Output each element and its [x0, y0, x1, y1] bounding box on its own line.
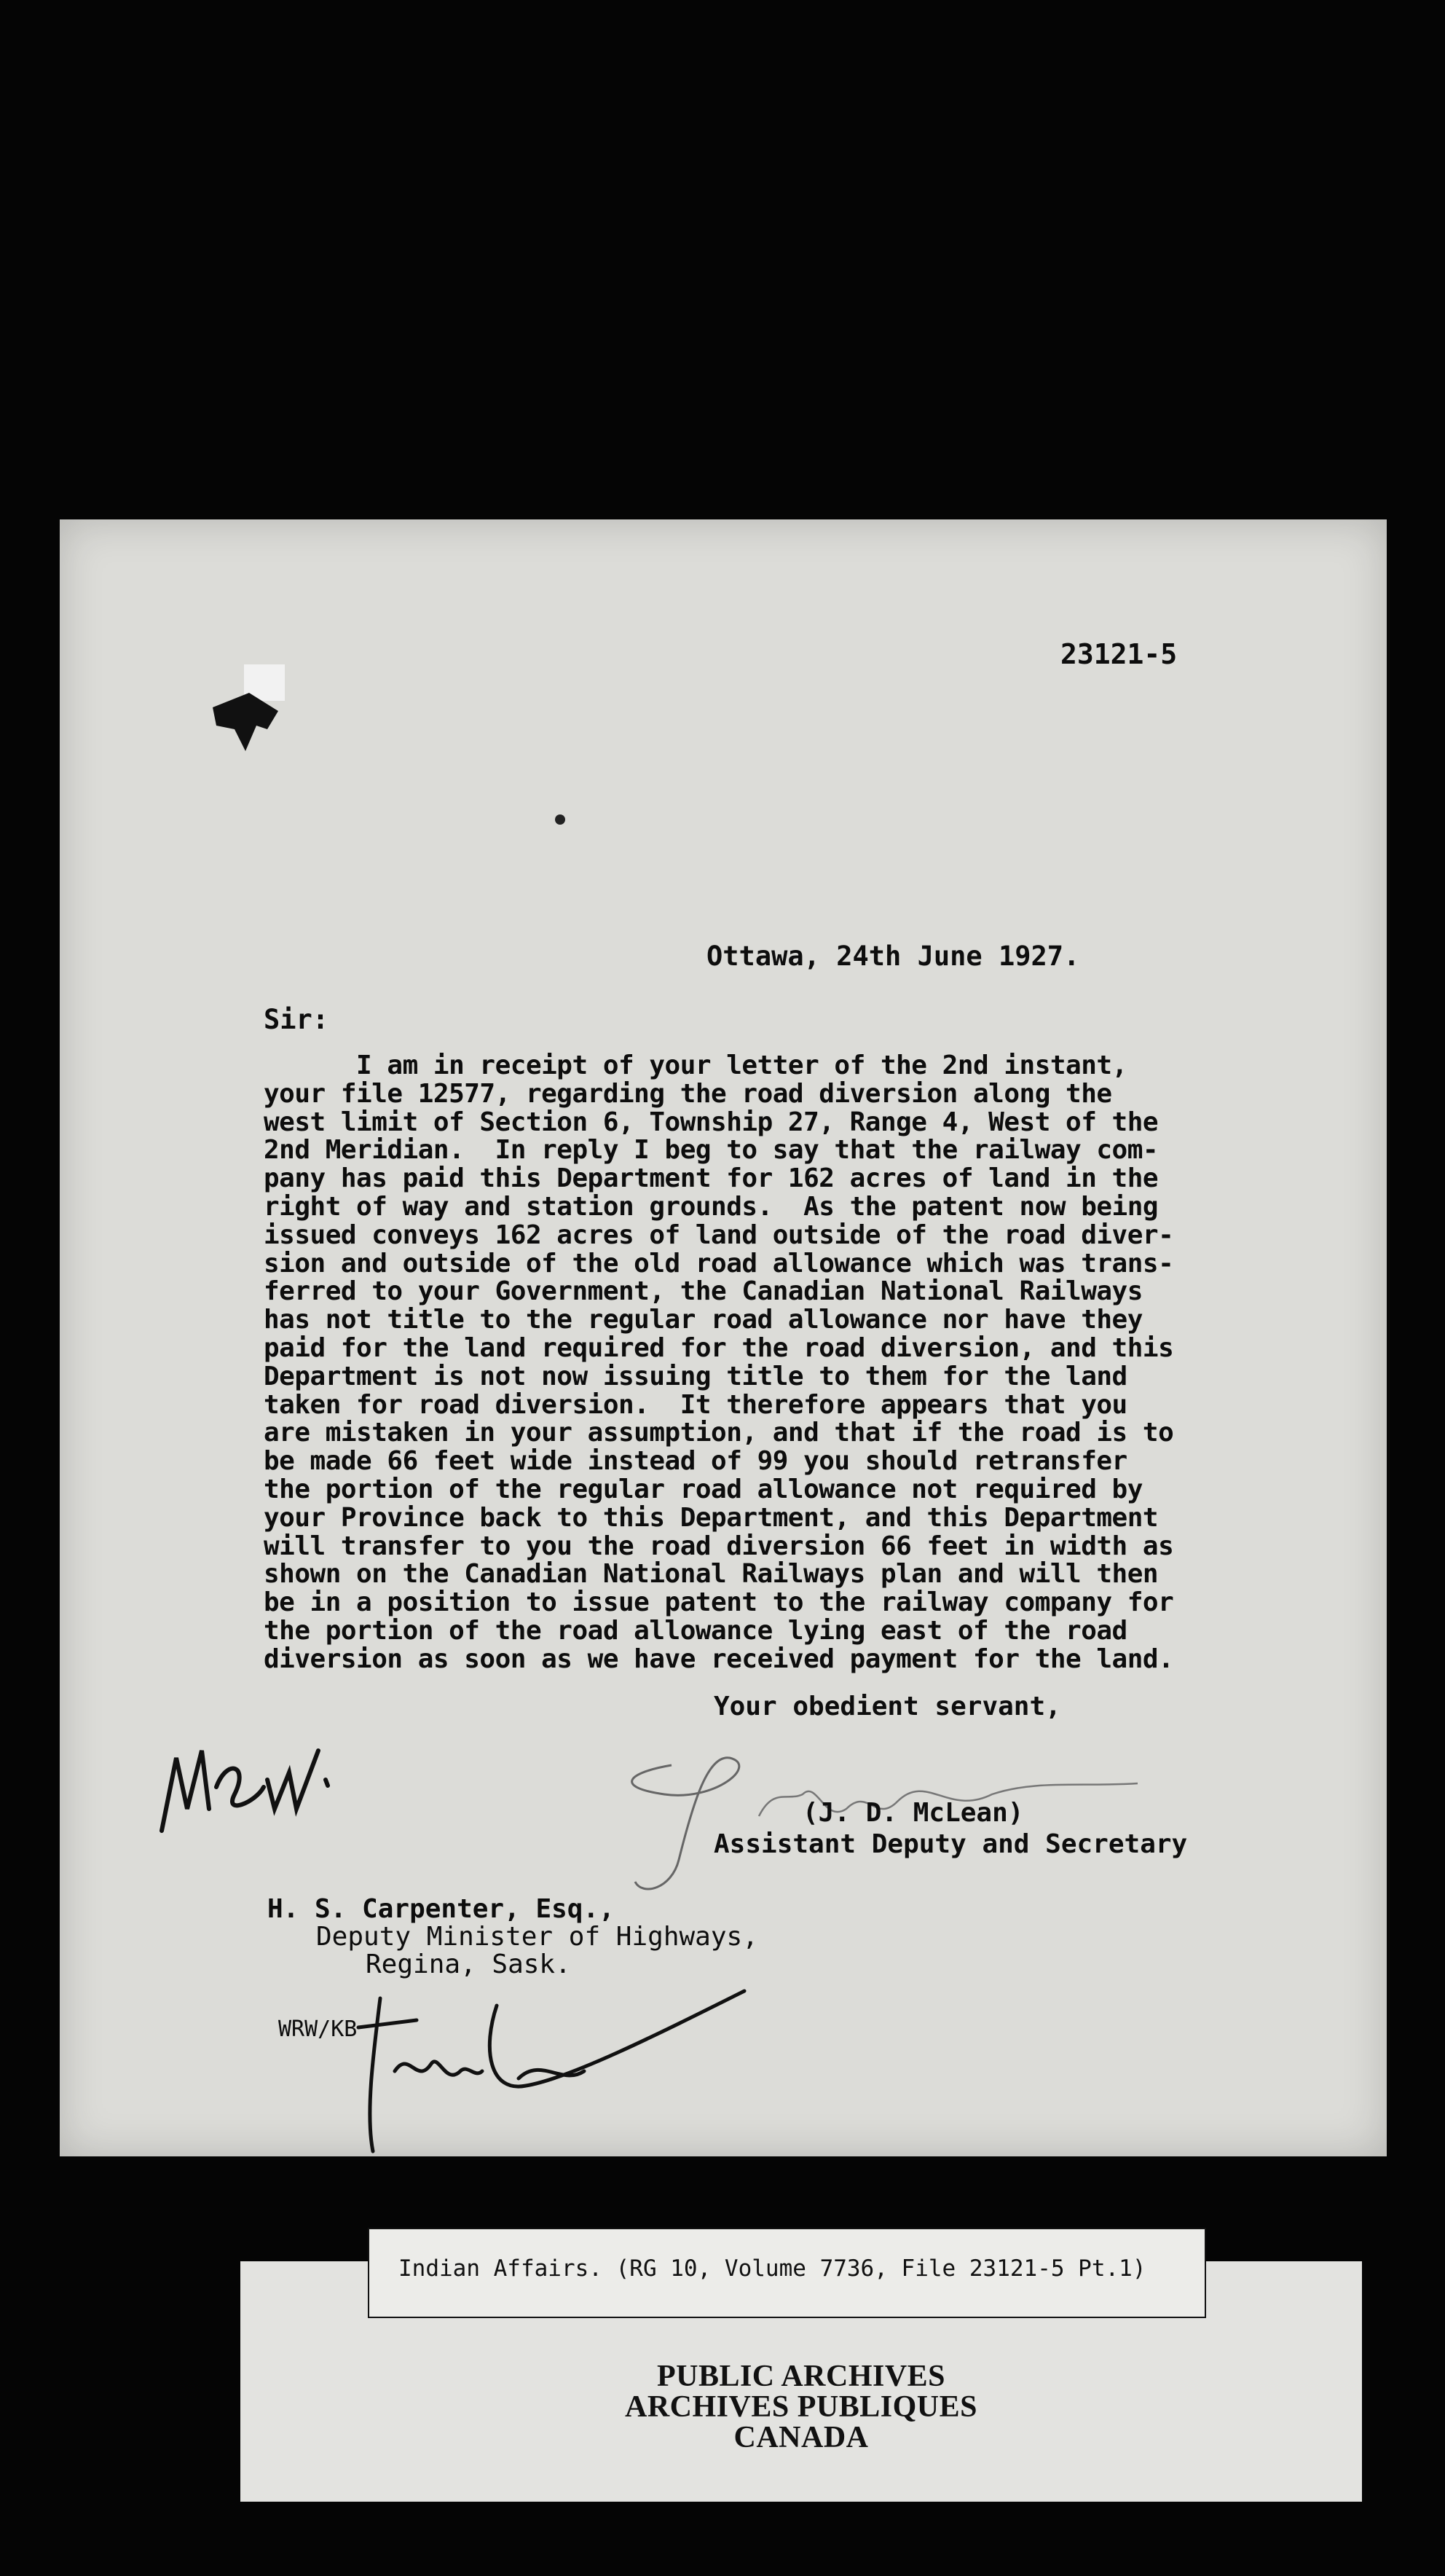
body-line: I am in receipt of your letter of the 2nd instant, — [264, 1051, 1127, 1080]
file-number: 23121-5 — [1060, 638, 1178, 670]
margin-initials — [147, 1700, 351, 1845]
body-line: taken for road diversion. It therefore appears that you — [264, 1389, 1127, 1420]
handwritten-initials — [351, 1969, 759, 2159]
archive-country: CANADA — [733, 2421, 869, 2454]
body-line: your file 12577, regarding the road diversion along the — [264, 1078, 1112, 1109]
body-line: issued conveys 162 acres of land outside of the road diver- — [264, 1220, 1174, 1250]
body-line: 2nd Meridian. In reply I beg to say that the railway com- — [264, 1135, 1159, 1166]
body-line: right of way and station grounds. As the patent now being — [264, 1191, 1159, 1222]
body-line: pany has paid this Department for 162 acres of land in the — [264, 1163, 1159, 1194]
archive-title-en: PUBLIC ARCHIVES — [656, 2360, 946, 2393]
archive-title-fr: ARCHIVES PUBLIQUES — [625, 2390, 977, 2424]
addressee-title: Deputy Minister of Highways, — [316, 1922, 758, 1952]
body-line: paid for the land required for the road diversion, and this — [264, 1332, 1174, 1363]
signer-title: Assistant Deputy and Secretary — [714, 1829, 1188, 1859]
body-line: shown on the Canadian National Railways plan and will then — [264, 1559, 1159, 1590]
body-line: the portion of the road allowance lying east of the road — [264, 1615, 1127, 1646]
typist-initials: WRW/KB — [278, 2017, 358, 2042]
body-line: Department is not now issuing title to them for the land — [264, 1361, 1127, 1391]
letter-page — [60, 519, 1387, 2156]
body-line: your Province back to this Department, and this Department — [264, 1502, 1159, 1533]
body-line: the portion of the regular road allowance not required by — [264, 1474, 1143, 1504]
ink-blot — [205, 686, 286, 758]
signer-name: (J. D. McLean) — [803, 1798, 1024, 1828]
body-line: west limit of Section 6, Township 27, Range 4, West of the — [264, 1107, 1159, 1137]
archive-reference-strip — [368, 2228, 1206, 2318]
body-line: be in a position to issue patent to the railway company for — [264, 1587, 1174, 1618]
date-line: Ottawa, 24th June 1927. — [706, 941, 1080, 972]
salutation: Sir: — [264, 1004, 329, 1035]
body-line: will transfer to you the road diversion 66 feet in width as — [264, 1531, 1174, 1561]
addressee-city: Regina, Sask. — [366, 1949, 571, 1979]
body-line: are mistaken in your assumption, and that if the road is to — [264, 1418, 1174, 1448]
archive-reference: Indian Affairs. (RG 10, Volume 7736, File 23121-5 Pt.1) — [398, 2255, 1146, 2282]
closing: Your obedient servant, — [714, 1692, 1061, 1721]
body-line: be made 66 feet wide instead of 99 you should retransfer — [264, 1446, 1127, 1477]
body-line: has not title to the regular road allowance nor have they — [264, 1305, 1143, 1335]
body-line: diversion as soon as we have received payment for the land. — [264, 1644, 1174, 1674]
punch-dot — [555, 814, 565, 825]
body-line: sion and outside of the old road allowance which was trans- — [264, 1248, 1174, 1279]
body-line: ferred to your Government, the Canadian National Railways — [264, 1276, 1143, 1307]
addressee-name: H. S. Carpenter, Esq., — [267, 1894, 615, 1924]
letter-body — [264, 1052, 1312, 1674]
